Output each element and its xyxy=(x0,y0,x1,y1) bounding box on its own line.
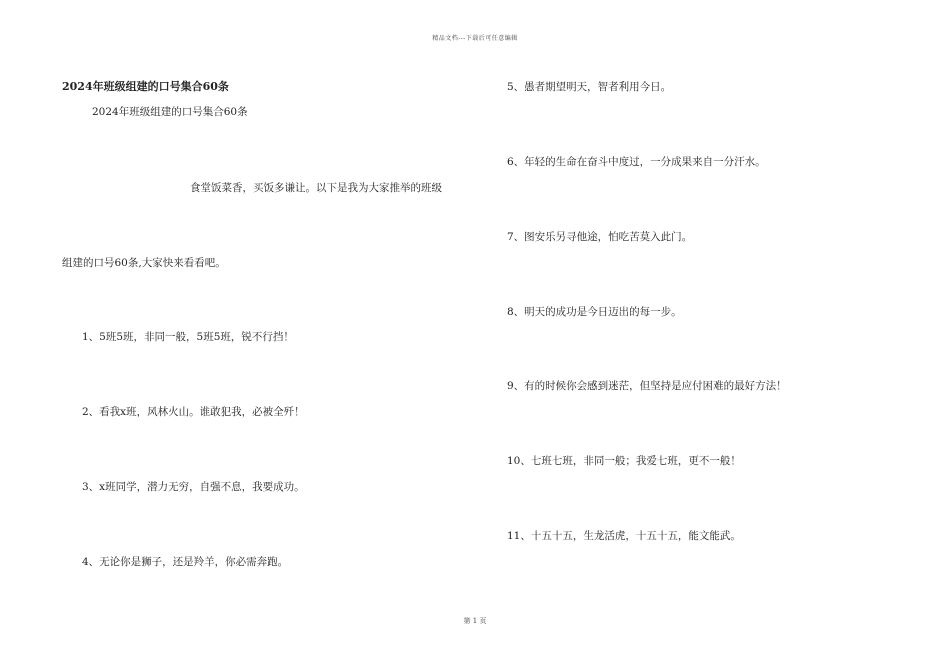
page-number: 第 1 页 xyxy=(463,617,487,625)
intro-line-1: 食堂饭菜香，买饭多谦让。以下是我为大家推举的班级 xyxy=(190,182,442,194)
slogan-item: 1、5班5班，非同一般，5班5班，锐不行挡！ xyxy=(82,331,294,343)
intro-line-2: 组建的口号60条,大家快来看看吧。 xyxy=(62,257,226,269)
slogan-item: 11、十五十五，生龙活虎，十五十五，能文能武。 xyxy=(507,530,741,542)
slogan-item: 3、x班同学，潜力无穷，自强不息，我要成功。 xyxy=(82,481,305,493)
page-header: 精品文档---下载后可任意编辑 xyxy=(432,35,518,42)
slogan-item: 10、七班七班，非同一般；我爱七班，更不一般！ xyxy=(507,455,741,467)
slogan-item: 4、无论你是狮子，还是羚羊，你必需奔跑。 xyxy=(82,556,289,568)
slogan-item: 9、有的时候你会感到迷茫，但坚持是应付困难的最好方法！ xyxy=(507,380,787,392)
slogan-item: 6、年轻的生命在奋斗中度过，一分成果来自一分汗水。 xyxy=(507,156,766,168)
slogan-item: 8、明天的成功是今日迈出的每一步。 xyxy=(507,306,682,318)
document-subtitle: 2024年班级组建的口号集合60条 xyxy=(92,106,248,118)
slogan-item: 5、愚者期望明天，智者利用今日。 xyxy=(507,81,672,93)
slogan-item: 7、图安乐另寻他途，怕吃苦莫入此门。 xyxy=(507,231,693,243)
slogan-item: 2、看我x班，风林火山。谁敢犯我，必被全歼！ xyxy=(82,406,305,418)
document-title: 2024年班级组建的口号集合60条 xyxy=(62,80,229,93)
